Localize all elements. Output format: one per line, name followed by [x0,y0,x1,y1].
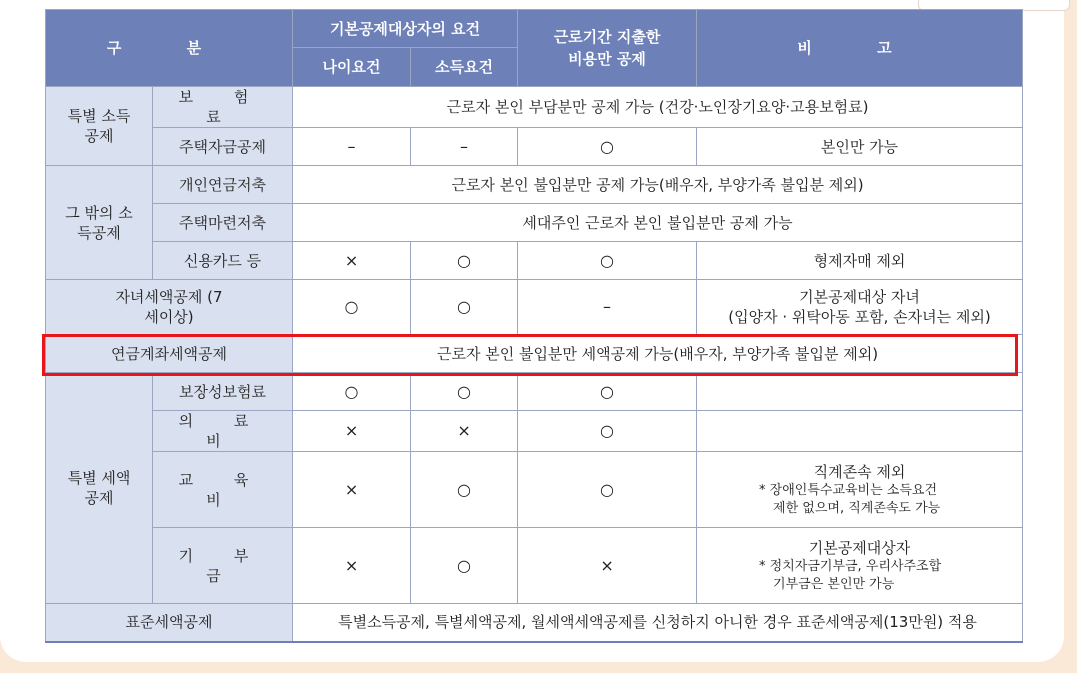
row-label-housing-savings: 주택마련저축 [153,204,293,242]
cell-age: – [293,128,411,166]
table-row [46,166,1023,204]
cell-age: ○ [293,280,411,335]
header-work-period: 근로기간 지출한 비용만 공제 [518,10,697,87]
header-note: 비 고 [697,10,1023,87]
cell-income: ○ [411,373,518,411]
cell-income: ○ [411,452,518,528]
cell-period: ○ [518,128,697,166]
header-basic-group: 기본공제대상자의 요건 [293,10,518,48]
cell-income: ○ [411,528,518,604]
table-row [46,87,1023,128]
table-row [46,604,1023,642]
cell-note: 기본공제대상 자녀 (입양자 · 위탁아동 포함, 손자녀는 제외) [697,280,1023,335]
cell-age: × [293,411,411,452]
cell-income: × [411,411,518,452]
cell-age: × [293,452,411,528]
merged-cell: 근로자 본인 불입분만 세액공제 가능(배우자, 부양가족 불입분 제외) [293,335,1023,373]
cell-note: 기본공제대상자 * 정치자금기부금, 우리사주조합 기부금은 본인만 가능 [697,528,1023,604]
row-label-standard-credit: 표준세액공제 [46,604,293,642]
row-label-insurance: 보 험 료 [153,87,293,128]
cell-age: × [293,528,411,604]
header-category: 구 분 [46,10,293,87]
table-row [46,411,1023,452]
table-row [46,280,1023,335]
row-label-education: 교 육 비 [153,452,293,528]
cell-period: × [518,528,697,604]
header-age: 나이요건 [293,48,411,87]
table-row [46,242,1023,280]
merged-cell: 특별소득공제, 특별세액공제, 월세액세액공제를 신청하지 아니한 경우 표준세액공제(13만원) 적용 [293,604,1023,642]
cell-period: ○ [518,242,697,280]
cell-income: ○ [411,242,518,280]
cell-period: ○ [518,452,697,528]
category-special-income: 특별 소득공제 [46,87,153,166]
deduction-table [45,9,1023,643]
row-label-protection-insurance: 보장성보험료 [153,373,293,411]
table-row [46,373,1023,411]
cell-age: × [293,242,411,280]
table-row [46,128,1023,166]
merged-cell: 세대주인 근로자 본인 불입분만 공제 가능 [293,204,1023,242]
cell-note: 본인만 가능 [697,128,1023,166]
row-label-pension-account: 연금계좌세액공제 [46,335,293,373]
cell-income: – [411,128,518,166]
category-other-income: 그 밖의 소득공제 [46,166,153,280]
cell-note: 직계존속 제외 * 장애인특수교육비는 소득요건 제한 없으며, 직계존속도 가능 [697,452,1023,528]
cell-income: ○ [411,280,518,335]
cell-age: ○ [293,373,411,411]
table-row [46,335,1023,373]
row-label-housing-loan: 주택자금공제 [153,128,293,166]
merged-cell: 근로자 본인 부담분만 공제 가능 (건강·노인장기요양·고용보험료) [293,87,1023,128]
merged-cell: 근로자 본인 불입분만 공제 가능(배우자, 부양가족 불입분 제외) [293,166,1023,204]
table-row [46,204,1023,242]
cell-period: ○ [518,373,697,411]
cell-period: – [518,280,697,335]
row-label-donation: 기 부 금 [153,528,293,604]
row-label-medical: 의 료 비 [153,411,293,452]
cell-note [697,411,1023,452]
table-row [46,452,1023,528]
table-row [46,528,1023,604]
cell-note [697,373,1023,411]
cell-period: ○ [518,411,697,452]
cell-note: 형제자매 제외 [697,242,1023,280]
row-label-credit-card: 신용카드 등 [153,242,293,280]
header-income: 소득요건 [411,48,518,87]
row-label-child-credit: 자녀세액공제 (7세이상) [46,280,293,335]
category-special-credit: 특별 세액공제 [46,373,153,604]
row-label-pension-savings: 개인연금저축 [153,166,293,204]
